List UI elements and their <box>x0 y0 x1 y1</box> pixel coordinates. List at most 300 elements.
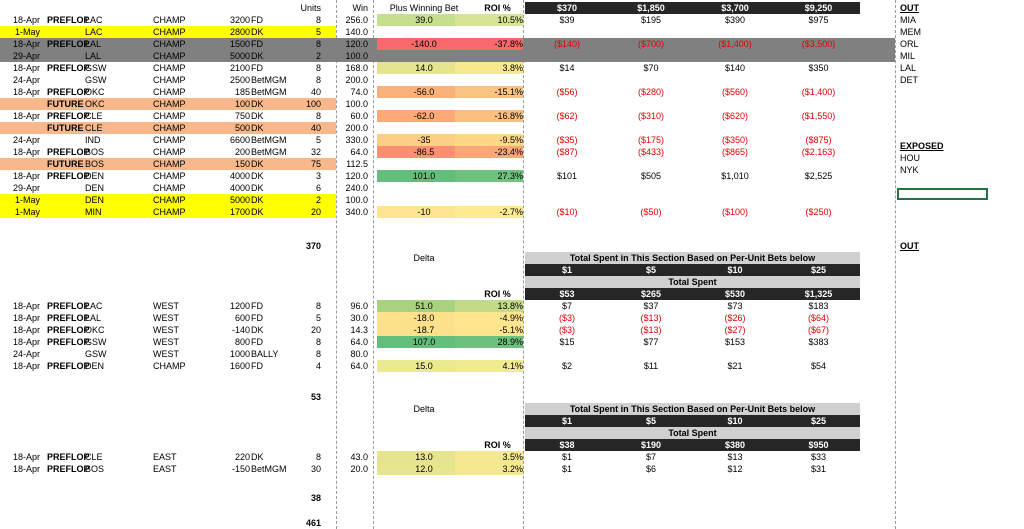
cell-win[interactable]: 64.0 <box>350 147 368 157</box>
cell-book[interactable]: FD <box>251 337 263 347</box>
unit-value-cell[interactable]: ($310) <box>637 111 664 121</box>
per-unit-header[interactable]: $25 <box>777 264 860 276</box>
section-banner[interactable]: Total Spent in This Section Based on Per-Unit Bets below <box>525 252 860 264</box>
unit-value-cell[interactable]: ($350) <box>721 135 748 145</box>
section-total[interactable]: 38 <box>310 493 321 503</box>
section-banner[interactable]: Total Spent in This Section Based on Per-Unit Bets below <box>525 403 860 415</box>
cell-team[interactable]: OKC <box>85 87 105 97</box>
cell-team[interactable]: DEN <box>85 361 105 371</box>
cell-type[interactable]: PREFLOP <box>47 39 90 49</box>
unit-value-cell[interactable]: $195 <box>640 15 662 25</box>
cell-date[interactable]: 18-Apr <box>12 147 40 157</box>
unit-value-cell[interactable]: ($140) <box>553 39 580 49</box>
cell-market[interactable]: EAST <box>153 452 177 462</box>
cell-team[interactable]: LAL <box>85 51 102 61</box>
unit-value-cell[interactable]: $140 <box>724 63 746 73</box>
cell-type[interactable]: PREFLOP <box>47 87 90 97</box>
roi-cell[interactable]: -15.1% <box>455 86 523 98</box>
per-unit-header[interactable]: $1 <box>525 264 609 276</box>
cell-odds[interactable]: 185 <box>234 87 250 97</box>
cell-units[interactable]: 30 <box>310 464 321 474</box>
unit-value-cell[interactable]: $505 <box>640 171 662 181</box>
unit-value-cell[interactable]: ($27) <box>724 325 746 335</box>
cell-date[interactable]: 18-Apr <box>12 464 40 474</box>
out-list-title[interactable]: OUT <box>900 3 919 13</box>
exposed-list-title[interactable]: EXPOSED <box>900 141 944 151</box>
spent-value[interactable]: $265 <box>609 288 693 300</box>
unit-value-cell[interactable]: $15 <box>559 337 575 347</box>
per-unit-header[interactable]: $10 <box>693 415 777 427</box>
plus-winning-bet-cell[interactable]: -86.5 <box>377 146 471 158</box>
cell-units[interactable]: 20 <box>310 207 321 217</box>
cell-book[interactable]: DK <box>251 207 264 217</box>
cell-book[interactable]: DK <box>251 452 264 462</box>
cell-book[interactable]: DK <box>251 111 264 121</box>
unit-value-cell[interactable]: ($13) <box>640 325 662 335</box>
cell-team[interactable]: GSW <box>85 63 107 73</box>
cell-units[interactable]: 3 <box>315 171 321 181</box>
plus-winning-bet-cell[interactable]: 13.0 <box>377 451 471 463</box>
plus-winning-bet-cell[interactable]: -10 <box>377 206 471 218</box>
cell-win[interactable]: 80.0 <box>350 349 368 359</box>
unit-value-cell[interactable]: ($2,163) <box>801 147 836 157</box>
unit-value-cell[interactable]: $183 <box>808 301 829 311</box>
cell-team[interactable]: OKC <box>85 99 105 109</box>
cell-book[interactable]: BetMGM <box>251 75 287 85</box>
unit-value-cell[interactable]: ($280) <box>637 87 664 97</box>
cell-team[interactable]: BOS <box>85 147 105 157</box>
win-header[interactable]: Win <box>352 3 368 13</box>
cell-book[interactable]: DK <box>251 51 264 61</box>
cell-type[interactable]: PREFLOP <box>47 111 90 121</box>
cell-book[interactable]: FD <box>251 15 263 25</box>
cell-team[interactable]: BOS <box>85 464 105 474</box>
cell-win[interactable]: 30.0 <box>350 313 368 323</box>
cell-team[interactable]: OKC <box>85 325 105 335</box>
cell-type[interactable]: PREFLOP <box>47 337 90 347</box>
cell-book[interactable]: DK <box>251 99 264 109</box>
unit-value-cell[interactable]: $7 <box>645 452 656 462</box>
unit-value-cell[interactable]: ($3) <box>558 313 575 323</box>
cell-book[interactable]: BALLY <box>251 349 279 359</box>
roi-cell[interactable]: 13.8% <box>455 300 523 312</box>
cell-type[interactable]: PREFLOP <box>47 147 90 157</box>
cell-market[interactable]: WEST <box>153 349 179 359</box>
cell-date[interactable]: 24-Apr <box>12 349 40 359</box>
cell-odds[interactable]: 4000 <box>229 183 250 193</box>
out-team[interactable]: MIA <box>900 15 917 25</box>
cell-win[interactable]: 112.5 <box>346 159 368 169</box>
unit-value-cell[interactable]: $77 <box>643 337 659 347</box>
unit-value-cell[interactable]: ($875) <box>805 135 832 145</box>
cell-odds[interactable]: 750 <box>234 111 250 121</box>
cell-odds[interactable]: 5000 <box>229 51 250 61</box>
cell-market[interactable]: CHAMP <box>153 99 186 109</box>
per-unit-header[interactable]: $5 <box>609 415 693 427</box>
cell-market[interactable]: CHAMP <box>153 51 186 61</box>
cell-market[interactable]: WEST <box>153 301 179 311</box>
cell-odds[interactable]: 1600 <box>229 361 250 371</box>
cell-team[interactable]: LAC <box>85 27 103 37</box>
cell-units[interactable]: 2 <box>315 195 321 205</box>
cell-win[interactable]: 240.0 <box>345 183 368 193</box>
cell-book[interactable]: FD <box>251 313 263 323</box>
cell-win[interactable]: 168.0 <box>345 63 368 73</box>
stake-header[interactable]: $1,850 <box>609 2 693 14</box>
cell-units[interactable]: 32 <box>310 147 321 157</box>
cell-units[interactable]: 8 <box>315 337 321 347</box>
plus-winning-bet-cell[interactable]: 12.0 <box>377 463 471 475</box>
unit-value-cell[interactable]: $7 <box>561 301 572 311</box>
spent-value[interactable]: $53 <box>525 288 609 300</box>
per-unit-header[interactable]: $5 <box>609 264 693 276</box>
cell-book[interactable]: DK <box>251 123 264 133</box>
cell-type[interactable]: FUTURE <box>47 159 84 169</box>
unit-value-cell[interactable]: ($67) <box>807 325 829 335</box>
cell-market[interactable]: CHAMP <box>153 135 186 145</box>
plus-winning-bet-cell[interactable]: -18.0 <box>377 312 471 324</box>
unit-value-cell[interactable]: ($56) <box>556 87 578 97</box>
roi-header[interactable]: ROI % <box>484 3 511 13</box>
cell-odds[interactable]: 100 <box>234 99 250 109</box>
cell-win[interactable]: 120.0 <box>345 171 368 181</box>
cell-market[interactable]: CHAMP <box>153 27 186 37</box>
cell-odds[interactable]: -150 <box>231 464 250 474</box>
cell-team[interactable]: LAL <box>85 313 102 323</box>
cell-type[interactable]: PREFLOP <box>47 313 90 323</box>
unit-value-cell[interactable]: ($26) <box>724 313 746 323</box>
cell-odds[interactable]: 800 <box>234 337 250 347</box>
cell-units[interactable]: 8 <box>315 15 321 25</box>
cell-type[interactable]: PREFLOP <box>47 452 90 462</box>
unit-value-cell[interactable]: $1,010 <box>721 171 749 181</box>
roi-cell[interactable]: -2.7% <box>455 206 523 218</box>
cell-win[interactable]: 140.0 <box>345 27 368 37</box>
cell-win[interactable]: 96.0 <box>350 301 368 311</box>
unit-value-cell[interactable]: ($100) <box>721 207 748 217</box>
cell-date[interactable]: 18-Apr <box>12 87 40 97</box>
cell-book[interactable]: DK <box>251 171 264 181</box>
unit-value-cell[interactable]: $350 <box>808 63 829 73</box>
cell-units[interactable]: 5 <box>315 313 321 323</box>
unit-value-cell[interactable]: $39 <box>559 15 575 25</box>
roi-cell[interactable]: -16.8% <box>455 110 523 122</box>
cell-odds[interactable]: 1700 <box>229 207 250 217</box>
cell-type[interactable]: PREFLOP <box>47 301 90 311</box>
unit-value-cell[interactable]: $2,525 <box>804 171 833 181</box>
cell-date[interactable]: 18-Apr <box>12 313 40 323</box>
cell-market[interactable]: WEST <box>153 313 179 323</box>
unit-value-cell[interactable]: ($3,500) <box>801 39 836 49</box>
cell-team[interactable]: LAC <box>85 301 103 311</box>
cell-win[interactable]: 14.3 <box>350 325 368 335</box>
cell-market[interactable]: CHAMP <box>153 75 186 85</box>
cell-odds[interactable]: 600 <box>234 313 250 323</box>
cell-market[interactable]: CHAMP <box>153 87 186 97</box>
out-team[interactable]: MEM <box>900 27 921 37</box>
plus-winning-bet-cell[interactable]: 15.0 <box>377 360 471 372</box>
unit-value-cell[interactable]: ($87) <box>556 147 578 157</box>
cell-units[interactable]: 100 <box>305 99 321 109</box>
cell-win[interactable]: 43.0 <box>350 452 368 462</box>
cell-win[interactable]: 60.0 <box>350 111 368 121</box>
cell-team[interactable]: LAC <box>85 15 103 25</box>
cell-date[interactable] <box>0 98 40 110</box>
stake-header[interactable]: $370 <box>525 2 609 14</box>
unit-value-cell[interactable]: ($1,400) <box>801 87 836 97</box>
cell-book[interactable]: BetMGM <box>251 135 287 145</box>
roi-cell[interactable]: -37.8% <box>455 38 523 50</box>
total-spent-label[interactable]: Total Spent <box>525 276 860 288</box>
cell-book[interactable]: FD <box>251 301 263 311</box>
cell-type[interactable]: PREFLOP <box>47 15 90 25</box>
unit-value-cell[interactable]: $70 <box>643 63 659 73</box>
unit-value-cell[interactable]: ($62) <box>556 111 578 121</box>
grand-total[interactable]: 461 <box>305 518 321 528</box>
roi-cell[interactable]: 10.5% <box>455 14 523 26</box>
unit-value-cell[interactable]: $1 <box>561 464 572 474</box>
unit-value-cell[interactable]: $6 <box>645 464 656 474</box>
plus-winning-bet-cell[interactable]: 107.0 <box>377 336 471 348</box>
roi-cell[interactable]: -4.9% <box>455 312 523 324</box>
cell-odds[interactable]: 220 <box>234 452 250 462</box>
unit-value-cell[interactable]: ($620) <box>721 111 748 121</box>
unit-value-cell[interactable]: ($700) <box>637 39 664 49</box>
cell-units[interactable]: 40 <box>310 123 321 133</box>
unit-value-cell[interactable]: $13 <box>727 452 743 462</box>
unit-value-cell[interactable]: ($35) <box>556 135 578 145</box>
plus-winning-bet-cell[interactable]: 101.0 <box>377 170 471 182</box>
plus-winning-bet-cell[interactable]: -35 <box>377 134 471 146</box>
cell-date[interactable]: 1-May <box>14 27 40 37</box>
cell-type[interactable]: PREFLOP <box>47 361 90 371</box>
unit-value-cell[interactable]: $12 <box>727 464 743 474</box>
unit-value-cell[interactable]: $21 <box>727 361 743 371</box>
cell-odds[interactable]: 5000 <box>229 195 250 205</box>
cell-team[interactable]: DEN <box>85 171 105 181</box>
cell-type[interactable]: FUTURE <box>47 123 84 133</box>
exposed-team[interactable]: HOU <box>900 153 920 163</box>
cell-win[interactable]: 200.0 <box>345 123 368 133</box>
plus-winning-bet-cell[interactable]: -56.0 <box>377 86 471 98</box>
cell-win[interactable]: 100.0 <box>345 99 368 109</box>
cell-market[interactable]: CHAMP <box>153 195 186 205</box>
spent-value[interactable]: $950 <box>777 439 860 451</box>
unit-value-cell[interactable]: $2 <box>561 361 572 371</box>
cell-date[interactable]: 18-Apr <box>12 63 40 73</box>
plus-winning-bet-cell[interactable]: 51.0 <box>377 300 471 312</box>
out-team[interactable]: ORL <box>900 39 919 49</box>
total-spent-label[interactable]: Total Spent <box>525 427 860 439</box>
roi-cell[interactable]: 3.5% <box>455 451 523 463</box>
stake-header[interactable]: $3,700 <box>693 2 777 14</box>
stake-header[interactable]: $9,250 <box>777 2 860 14</box>
cell-win[interactable]: 330.0 <box>345 135 368 145</box>
cell-win[interactable]: 100.0 <box>345 195 368 205</box>
roi-header[interactable]: ROI % <box>484 289 511 299</box>
cell-odds[interactable]: 4000 <box>229 171 250 181</box>
cell-date[interactable]: 18-Apr <box>12 301 40 311</box>
cell-type[interactable]: PREFLOP <box>47 325 90 335</box>
roi-cell[interactable]: 3.2% <box>455 463 523 475</box>
unit-value-cell[interactable]: ($1,400) <box>718 39 752 49</box>
cell-units[interactable]: 8 <box>315 301 321 311</box>
cell-date[interactable]: 24-Apr <box>12 75 40 85</box>
cell-market[interactable]: CHAMP <box>153 171 186 181</box>
cell-type[interactable]: PREFLOP <box>47 464 90 474</box>
cell-odds[interactable]: 2100 <box>229 63 250 73</box>
cell-date[interactable]: 18-Apr <box>12 361 40 371</box>
cell-units[interactable]: 8 <box>315 75 321 85</box>
out-list-title[interactable]: OUT <box>900 241 919 251</box>
plus-winning-bet-cell[interactable]: -140.0 <box>377 38 471 50</box>
unit-value-cell[interactable]: $390 <box>724 15 746 25</box>
cell-odds[interactable]: 1500 <box>229 39 250 49</box>
cell-odds[interactable]: 150 <box>234 159 250 169</box>
cell-units[interactable]: 8 <box>315 349 321 359</box>
cell-units[interactable]: 8 <box>315 111 321 121</box>
cell-date[interactable]: 18-Apr <box>12 337 40 347</box>
cell-book[interactable]: BetMGM <box>251 464 287 474</box>
cell-units[interactable]: 4 <box>315 361 321 371</box>
roi-cell[interactable]: 3.8% <box>455 62 523 74</box>
unit-value-cell[interactable]: $14 <box>559 63 575 73</box>
cell-odds[interactable]: -140 <box>231 325 250 335</box>
cell-team[interactable]: DEN <box>85 195 105 205</box>
cell-book[interactable]: DK <box>251 183 264 193</box>
cell-type[interactable]: PREFLOP <box>47 63 90 73</box>
out-team[interactable]: LAL <box>900 63 917 73</box>
unit-value-cell[interactable]: $11 <box>643 361 659 371</box>
unit-value-cell[interactable]: ($560) <box>721 87 748 97</box>
cell-type[interactable]: FUTURE <box>47 99 84 109</box>
unit-value-cell[interactable]: $153 <box>724 337 746 347</box>
cell-market[interactable]: CHAMP <box>153 39 186 49</box>
unit-value-cell[interactable]: ($50) <box>640 207 662 217</box>
cell-team[interactable]: CLE <box>85 123 103 133</box>
cell-team[interactable]: IND <box>85 135 101 145</box>
cell-book[interactable]: BetMGM <box>251 87 287 97</box>
cell-odds[interactable]: 200 <box>234 147 250 157</box>
cell-market[interactable]: CHAMP <box>153 123 186 133</box>
cell-units[interactable]: 5 <box>315 27 321 37</box>
cell-win[interactable]: 200.0 <box>345 75 368 85</box>
per-unit-header[interactable]: $25 <box>777 415 860 427</box>
unit-value-cell[interactable]: $31 <box>810 464 827 474</box>
plus-winning-bet-cell[interactable]: 39.0 <box>377 14 471 26</box>
out-team[interactable]: DET <box>900 75 918 85</box>
cell-units[interactable]: 6 <box>315 183 321 193</box>
cell-win[interactable]: 100.0 <box>345 51 368 61</box>
unit-value-cell[interactable]: $1 <box>561 452 572 462</box>
cell-win[interactable]: 64.0 <box>350 337 368 347</box>
spent-value[interactable]: $190 <box>609 439 693 451</box>
cell-win[interactable]: 20.0 <box>350 464 368 474</box>
cell-date[interactable]: 18-Apr <box>12 171 40 181</box>
cell-book[interactable]: DK <box>251 27 264 37</box>
cell-win[interactable]: 340.0 <box>345 207 368 217</box>
cell-odds[interactable]: 500 <box>234 123 250 133</box>
exposed-team[interactable]: NYK <box>900 165 919 175</box>
plus-winning-bet-header[interactable]: Plus Winning Bet <box>389 3 459 13</box>
cell-win[interactable]: 256.0 <box>345 15 368 25</box>
cell-units[interactable]: 8 <box>315 39 321 49</box>
unit-value-cell[interactable]: ($3) <box>558 325 575 335</box>
cell-date[interactable]: 29-Apr <box>12 51 40 61</box>
unit-value-cell[interactable]: $73 <box>727 301 743 311</box>
roi-cell[interactable]: -9.5% <box>455 134 523 146</box>
cell-units[interactable]: 2 <box>315 51 321 61</box>
cell-market[interactable]: CHAMP <box>153 207 186 217</box>
cell-date[interactable]: 1-May <box>14 195 40 205</box>
cell-team[interactable]: BOS <box>85 159 105 169</box>
cell-market[interactable]: CHAMP <box>153 111 186 121</box>
unit-value-cell[interactable]: $37 <box>643 301 659 311</box>
roi-header[interactable]: ROI % <box>484 440 511 450</box>
cell-book[interactable]: DK <box>251 159 264 169</box>
cell-odds[interactable]: 1200 <box>229 301 250 311</box>
roi-cell[interactable]: -5.1% <box>455 324 523 336</box>
cell-odds[interactable]: 3200 <box>229 15 250 25</box>
cell-book[interactable]: FD <box>251 39 263 49</box>
unit-value-cell[interactable]: ($64) <box>807 313 829 323</box>
cell-team[interactable]: GSW <box>85 349 107 359</box>
cell-market[interactable]: EAST <box>153 464 177 474</box>
cell-date[interactable]: 29-Apr <box>12 183 40 193</box>
cell-units[interactable]: 75 <box>310 159 321 169</box>
roi-cell[interactable]: 4.1% <box>455 360 523 372</box>
cell-odds[interactable]: 2800 <box>229 27 250 37</box>
selected-cell[interactable] <box>897 188 988 200</box>
unit-value-cell[interactable]: ($1,550) <box>801 111 836 121</box>
plus-winning-bet-cell[interactable]: -62.0 <box>377 110 471 122</box>
cell-team[interactable]: CLE <box>85 452 103 462</box>
unit-value-cell[interactable]: ($865) <box>721 147 748 157</box>
unit-value-cell[interactable]: ($250) <box>805 207 832 217</box>
cell-date[interactable]: 18-Apr <box>12 111 40 121</box>
delta-label[interactable]: Delta <box>413 404 435 414</box>
cell-team[interactable]: CLE <box>85 111 103 121</box>
cell-date[interactable]: 18-Apr <box>12 452 40 462</box>
cell-odds[interactable]: 1000 <box>229 349 250 359</box>
unit-value-cell[interactable]: ($433) <box>637 147 664 157</box>
cell-units[interactable]: 40 <box>310 87 321 97</box>
cell-win[interactable]: 64.0 <box>350 361 368 371</box>
cell-book[interactable]: FD <box>251 361 263 371</box>
unit-value-cell[interactable]: $383 <box>808 337 829 347</box>
cell-date[interactable]: 24-Apr <box>12 135 40 145</box>
section-total[interactable]: 53 <box>310 392 321 402</box>
cell-book[interactable]: DK <box>251 325 264 335</box>
delta-label[interactable]: Delta <box>413 253 435 263</box>
spent-value[interactable]: $530 <box>693 288 777 300</box>
unit-value-cell[interactable]: ($10) <box>556 207 578 217</box>
cell-market[interactable]: WEST <box>153 337 179 347</box>
cell-type[interactable]: PREFLOP <box>47 171 90 181</box>
cell-win[interactable]: 120.0 <box>345 39 368 49</box>
plus-winning-bet-cell[interactable]: 14.0 <box>377 62 471 74</box>
cell-market[interactable]: CHAMP <box>153 147 186 157</box>
cell-market[interactable]: CHAMP <box>153 63 186 73</box>
unit-value-cell[interactable]: $33 <box>810 452 827 462</box>
cell-win[interactable]: 74.0 <box>350 87 368 97</box>
unit-value-cell[interactable]: ($175) <box>637 135 664 145</box>
cell-book[interactable]: DK <box>251 195 264 205</box>
unit-value-cell[interactable]: ($13) <box>640 313 662 323</box>
cell-team[interactable]: GSW <box>85 337 107 347</box>
cell-date[interactable]: 18-Apr <box>12 15 40 25</box>
spent-value[interactable]: $1,325 <box>777 288 860 300</box>
